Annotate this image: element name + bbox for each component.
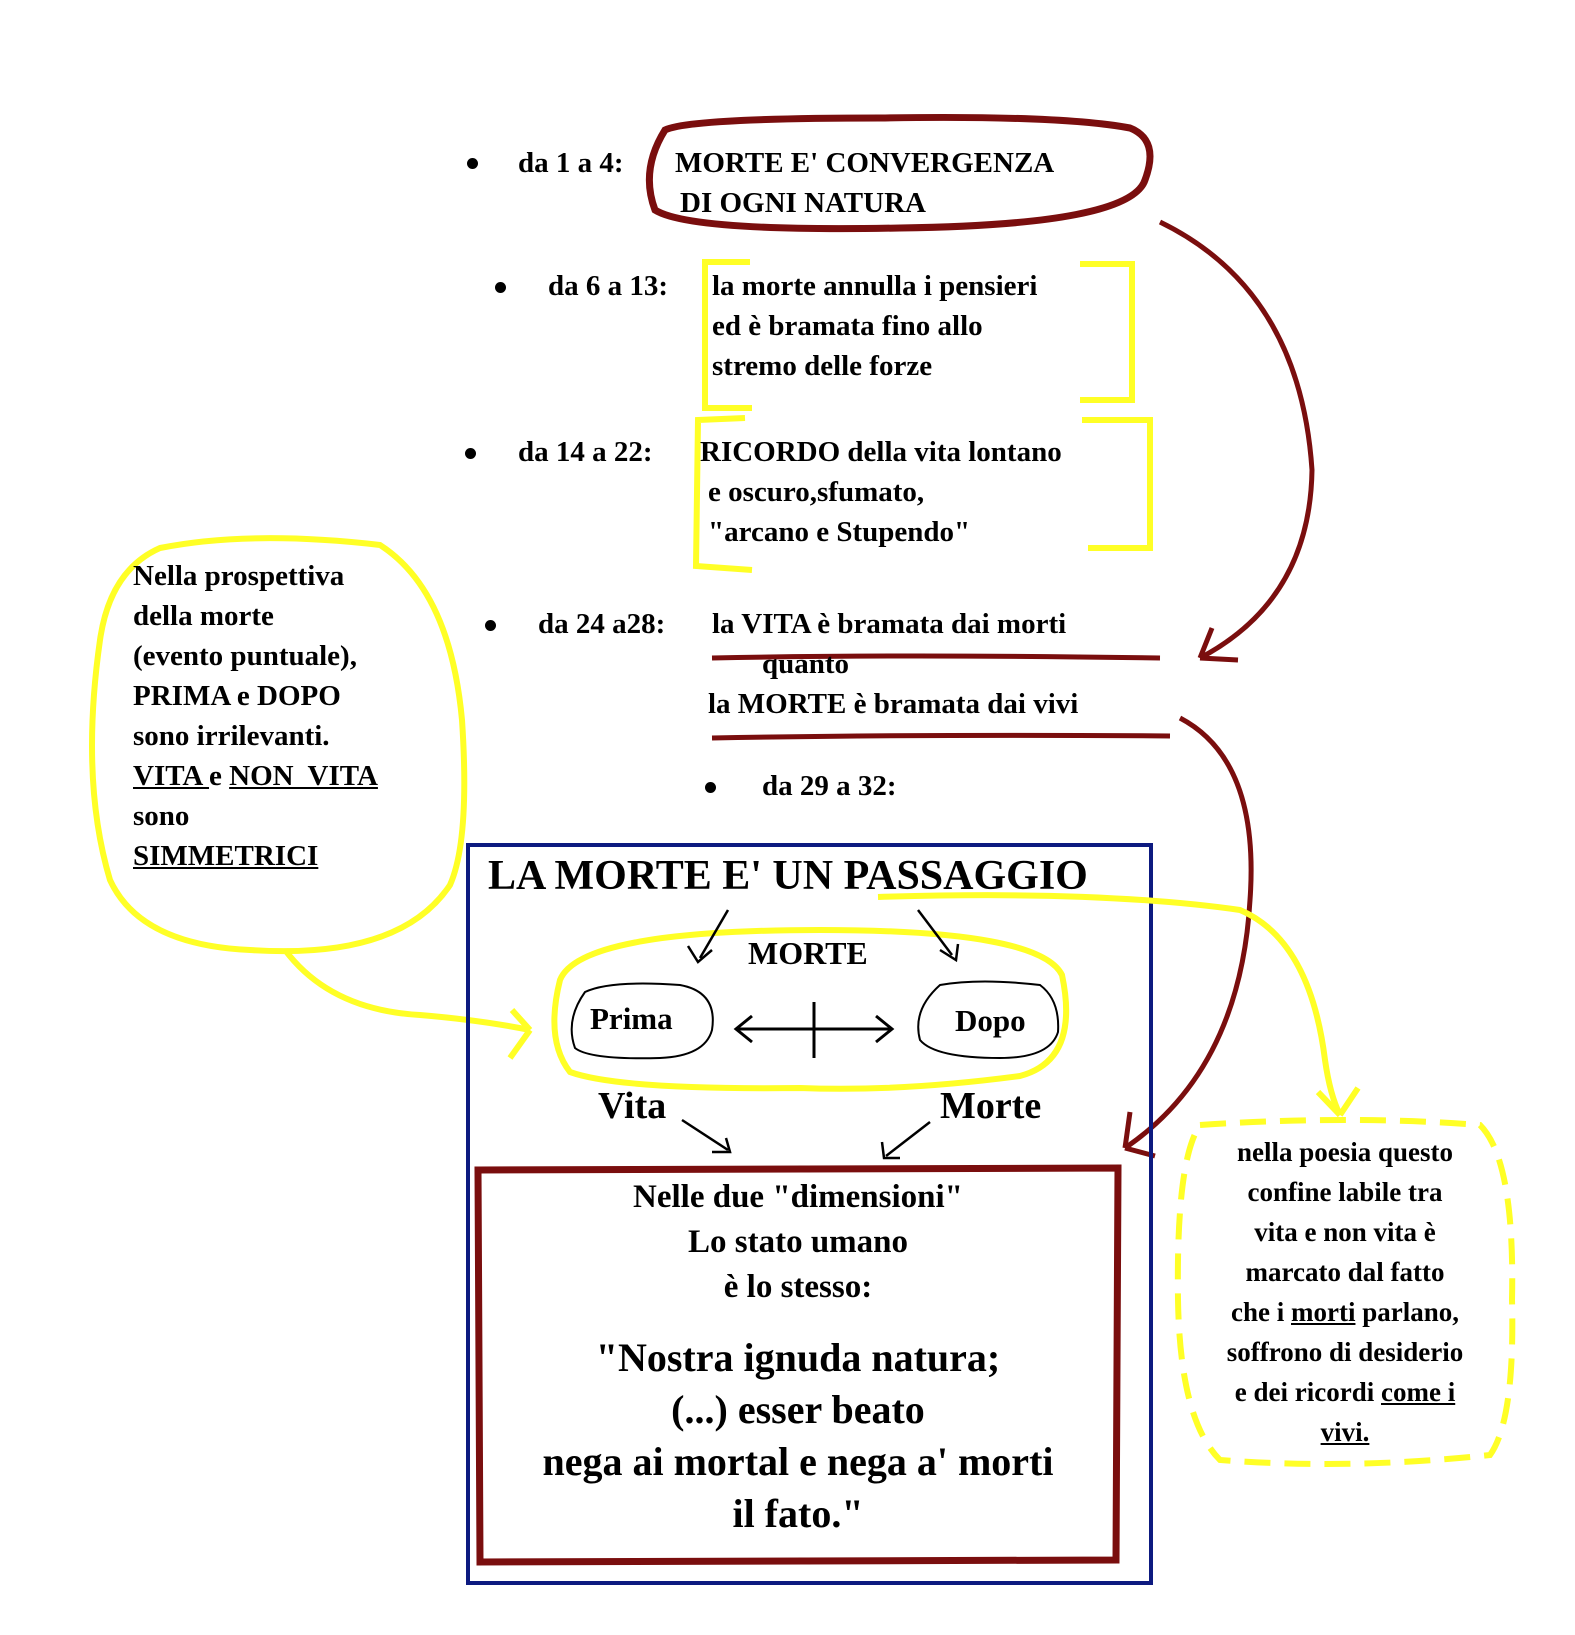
passaggio-word: PASSAGGIO — [843, 853, 1088, 899]
come-i-word: come i — [1381, 1377, 1456, 1407]
vita-word: VITA — [133, 760, 210, 792]
quote-line: nega ai mortal e nega a' morti — [542, 1439, 1054, 1484]
range-label: da 6 a 13: — [548, 270, 669, 302]
right-note-line: vita e non vita è — [1254, 1217, 1436, 1247]
item-text-line: stremo delle forze — [712, 350, 933, 382]
bullet — [495, 282, 506, 293]
morte-side-label: Morte — [940, 1085, 1042, 1127]
inner-line: Lo stato umano — [687, 1224, 909, 1260]
right-note-line: e dei ricordi come i — [1234, 1377, 1456, 1407]
morte-label: MORTE — [748, 935, 868, 971]
right-note-line: che i morti parlano, — [1231, 1297, 1459, 1327]
dopo-label: Dopo — [955, 1003, 1026, 1038]
item-text-line: "arcano e Stupendo" — [708, 516, 971, 548]
left-note-line: della morte — [133, 600, 274, 632]
right-note — [1185, 1132, 1505, 1452]
item-text-line: quanto — [762, 648, 850, 680]
bullet — [705, 782, 716, 793]
morti-word: morti — [1291, 1297, 1356, 1327]
left-note-line — [133, 756, 378, 796]
left-note-line: sono irrilevanti. — [133, 720, 330, 752]
left-note-line: (evento puntuale), — [133, 640, 357, 672]
range-label: da 24 a28: — [538, 608, 666, 640]
left-note-line: sono — [133, 800, 190, 832]
bullet — [485, 620, 496, 631]
left-note-line: Nella prospettiva — [133, 560, 345, 592]
inner-line: Nelle due "dimensioni" — [633, 1179, 963, 1215]
inner-line: è lo stesso: — [723, 1269, 873, 1305]
non-vita-word: NON VITA — [229, 760, 378, 792]
item-text-line: la VITA è bramata dai morti — [712, 608, 1067, 640]
right-note-line: soffrono di desiderio — [1226, 1337, 1464, 1367]
prima-label: Prima — [590, 1001, 673, 1036]
item-text-line: la morte annulla i pensieri — [712, 270, 1038, 302]
range-label: da 29 a 32: — [762, 770, 897, 802]
left-note — [133, 556, 378, 876]
bullet — [465, 448, 476, 459]
simmetrici-word: SIMMETRICI — [133, 840, 319, 872]
item-text-line: RICORDO della vita lontano — [700, 436, 1062, 468]
item-text-line: la MORTE è bramata dai vivi — [708, 688, 1079, 720]
box-title: LA MORTE E' UN PASSAGGIO — [488, 853, 1088, 899]
item-text-line: e oscuro,sfumato, — [708, 476, 925, 508]
quote-line: il fato." — [732, 1491, 864, 1536]
maroon-arrow-2 — [1125, 718, 1251, 1148]
e-word: e — [209, 760, 222, 792]
right-note-line: marcato dal fatto — [1245, 1257, 1445, 1287]
item-text-line: ed è bramata fino allo — [712, 310, 983, 342]
quote-text — [482, 1332, 1114, 1540]
range-label: da 1 a 4: — [518, 147, 624, 179]
left-note-line: PRIMA e DOPO — [133, 680, 341, 712]
vivi-word: vivi. — [1320, 1417, 1370, 1447]
yellow-arrow-left — [285, 950, 530, 1030]
maroon-arrow-1 — [1160, 222, 1312, 658]
item-text-line: DI OGNI NATURA — [680, 187, 926, 219]
underline-morte — [712, 735, 1170, 738]
right-note-line: confine labile tra — [1247, 1177, 1443, 1207]
quote-line: "Nostra ignuda natura; — [595, 1335, 1001, 1380]
right-note-line: nella poesia questo — [1236, 1137, 1454, 1167]
inner-box-text — [488, 1175, 1108, 1310]
bullet — [467, 158, 478, 169]
quote-line: (...) esser beato — [671, 1387, 925, 1432]
vita-label: Vita — [598, 1085, 667, 1127]
range-label: da 14 a 22: — [518, 436, 653, 468]
item-text-line: MORTE E' CONVERGENZA — [675, 147, 1055, 179]
